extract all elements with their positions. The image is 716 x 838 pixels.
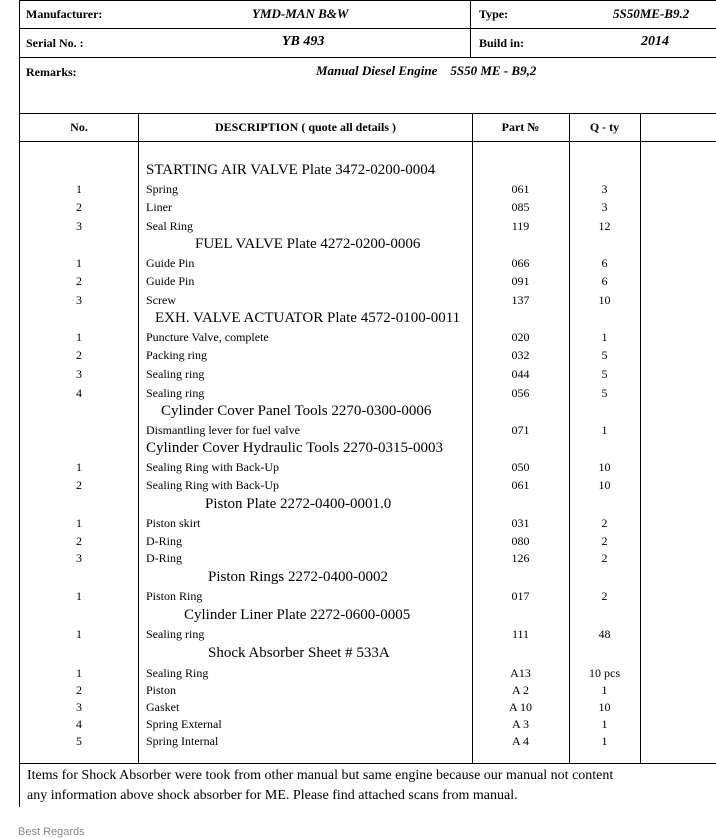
item-part-number: 061	[511, 182, 530, 196]
item-quantity: 1	[601, 683, 608, 697]
item-part-number: A 2	[511, 683, 529, 697]
item-part-number: 032	[511, 348, 530, 362]
item-description: Puncture Valve, complete	[146, 330, 269, 344]
item-part-number: A 3	[511, 717, 529, 731]
header-top-border	[19, 0, 716, 1]
item-quantity: 2	[601, 551, 608, 565]
item-number: 2	[76, 478, 82, 492]
item-part-number: 085	[511, 200, 530, 214]
item-description: Dismantling lever for fuel valve	[146, 423, 300, 437]
item-part-number: A 10	[508, 700, 532, 714]
section-title: Piston Rings 2272-0400-0002	[208, 569, 389, 585]
section-title: STARTING AIR VALVE Plate 3472-0200-0004	[146, 162, 436, 178]
serial-value: YB 493	[282, 34, 325, 49]
section-title: EXH. VALVE ACTUATOR Plate 4572-0100-0011	[155, 310, 461, 326]
item-number: 2	[76, 534, 82, 548]
item-description: Sealing Ring with Back-Up	[146, 478, 279, 492]
column-header-divider	[19, 141, 716, 142]
table-bottom-border	[19, 763, 716, 764]
item-quantity: 3	[601, 182, 608, 196]
header-row1-divider	[19, 28, 716, 29]
item-quantity: 1	[601, 734, 608, 748]
build-label: Build in:	[479, 36, 525, 50]
item-quantity: 10	[598, 293, 611, 307]
item-number: 1	[76, 330, 82, 344]
item-number: 3	[76, 293, 82, 307]
item-quantity: 48	[598, 627, 611, 641]
item-number: 2	[76, 348, 82, 362]
item-part-number: 031	[511, 516, 530, 530]
item-description: Piston Ring	[146, 589, 203, 603]
item-description: Spring External	[146, 717, 222, 731]
item-part-number: A 4	[511, 734, 529, 748]
item-description: Sealing ring	[146, 627, 205, 641]
item-description: Spring Internal	[146, 734, 219, 748]
item-description: Sealing ring	[146, 367, 205, 381]
item-quantity: 5	[601, 367, 608, 381]
item-part-number: 017	[511, 589, 530, 603]
item-quantity: 1	[601, 330, 608, 344]
item-part-number: 126	[511, 551, 530, 565]
item-number: 1	[76, 460, 82, 474]
item-description: Screw	[146, 293, 176, 307]
item-number: 1	[76, 516, 82, 530]
item-quantity: 6	[601, 256, 608, 270]
remarks-label: Remarks:	[26, 65, 77, 79]
item-description: Liner	[146, 200, 172, 214]
item-part-number: 111	[511, 627, 530, 641]
column-header-description: DESCRIPTION ( quote all details )	[214, 120, 396, 134]
section-title: Cylinder Cover Hydraulic Tools 2270-0315-0003	[146, 440, 443, 456]
item-number: 3	[76, 700, 82, 714]
item-description: Sealing Ring with Back-Up	[146, 460, 279, 474]
item-number: 3	[76, 551, 82, 565]
col-divider-no-desc	[138, 113, 139, 763]
table-top-border	[19, 113, 716, 114]
item-description: Piston	[146, 683, 177, 697]
item-quantity: 5	[601, 386, 608, 400]
item-quantity: 1	[601, 423, 608, 437]
item-number: 2	[76, 683, 82, 697]
item-quantity: 2	[601, 534, 608, 548]
item-quantity: 6	[601, 274, 608, 288]
item-description: Piston skirt	[146, 516, 201, 530]
remarks-value: Manual Diesel Engine 5S50 ME - B9,2	[316, 63, 537, 78]
item-description: Gasket	[146, 700, 180, 714]
type-label: Type:	[479, 7, 509, 21]
manufacturer-label: Manufacturer:	[26, 7, 103, 21]
item-quantity: 1	[601, 717, 608, 731]
section-title: Cylinder Liner Plate 2272-0600-0005	[184, 607, 411, 623]
item-number: 5	[76, 734, 82, 748]
item-description: Sealing Ring	[146, 666, 209, 680]
serial-label: Serial No. :	[26, 36, 84, 50]
item-quantity: 3	[601, 200, 608, 214]
item-part-number: 056	[511, 386, 530, 400]
item-part-number: 137	[511, 293, 530, 307]
item-description: Seal Ring	[146, 219, 193, 233]
column-header-qty: Q - ty	[589, 120, 620, 134]
item-description: Guide Pin	[146, 256, 195, 270]
item-part-number: A13	[510, 666, 531, 680]
section-title: Cylinder Cover Panel Tools 2270-0300-0006	[161, 403, 432, 419]
item-quantity: 12	[598, 219, 611, 233]
item-part-number: 050	[511, 460, 530, 474]
item-description: Sealing ring	[146, 386, 205, 400]
item-part-number: 071	[511, 423, 530, 437]
item-number: 1	[76, 666, 82, 680]
column-header-part: Part №	[501, 120, 540, 134]
signoff-text: Best Regards	[18, 826, 85, 838]
type-value: 5S50ME-B9.2	[613, 6, 690, 21]
item-part-number: 080	[511, 534, 530, 548]
column-header-no: No.	[70, 120, 88, 134]
item-description: D-Ring	[146, 534, 182, 548]
section-title: FUEL VALVE Plate 4272-0200-0006	[195, 236, 421, 252]
header-mid-divider	[470, 0, 471, 57]
item-description: Spring	[146, 182, 179, 196]
header-row2-divider	[19, 57, 716, 58]
item-quantity: 10	[598, 700, 611, 714]
item-number: 3	[76, 367, 82, 381]
item-number: 3	[76, 219, 82, 233]
item-part-number: 061	[511, 478, 530, 492]
item-number: 4	[76, 717, 82, 731]
note-line-2: any information above shock absorber for ME. Please find attached scans from manual.	[27, 788, 518, 803]
item-quantity: 10	[598, 478, 611, 492]
item-part-number: 044	[511, 367, 530, 381]
item-quantity: 10	[598, 460, 611, 474]
item-number: 1	[76, 256, 82, 270]
item-number: 2	[76, 274, 82, 288]
item-part-number: 020	[511, 330, 530, 344]
item-part-number: 119	[511, 219, 530, 233]
item-number: 4	[76, 386, 82, 400]
item-description: Guide Pin	[146, 274, 195, 288]
item-part-number: 091	[511, 274, 530, 288]
item-description: D-Ring	[146, 551, 182, 565]
item-quantity: 5	[601, 348, 608, 362]
item-number: 2	[76, 200, 82, 214]
item-quantity: 2	[601, 516, 608, 530]
item-number: 1	[76, 182, 82, 196]
item-quantity: 10 pcs	[589, 666, 620, 680]
item-quantity: 2	[601, 589, 608, 603]
manufacturer-value: YMD-MAN B&W	[252, 6, 349, 21]
note-line-1: Items for Shock Absorber were took from other manual but same engine because our manual not content	[27, 768, 614, 783]
build-value: 2014	[641, 34, 669, 49]
section-title: Piston Plate 2272-0400-0001.0	[205, 496, 392, 512]
item-description: Packing ring	[146, 348, 207, 362]
item-part-number: 066	[511, 256, 530, 270]
item-number: 1	[76, 627, 82, 641]
section-title: Shock Absorber Sheet # 533A	[208, 645, 390, 661]
col-divider-qty-end	[640, 113, 641, 763]
item-number: 1	[76, 589, 82, 603]
